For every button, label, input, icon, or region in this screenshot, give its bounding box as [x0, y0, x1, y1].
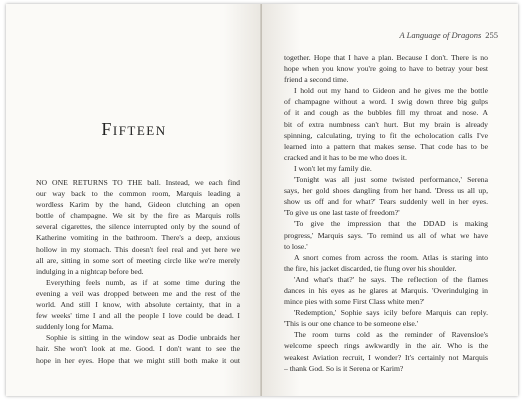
text-line: 'And what's that?' he says. The reflection of the flames: [294, 274, 488, 284]
left-page: [6, 4, 262, 396]
text-line: 'Tonight was all just some twisted performance,' Serena: [294, 175, 488, 185]
text-line: indulging in a nightcap before bed.: [36, 266, 144, 276]
running-head-title: A Language of Dragons: [399, 30, 482, 40]
text-line: welcome speech rings awkwardly in the air. Who is the: [284, 341, 488, 351]
text-line: several cigarettes, the silence interrupted only by the sound of: [36, 222, 240, 232]
text-line: The room turns cold as the reminder of Ravensloe's: [294, 330, 488, 340]
page-number: 255: [485, 30, 498, 40]
right-page: [262, 4, 518, 396]
text-line: world. And still I know, with absolute certainty, that in a: [36, 300, 240, 310]
text-line: learned into a pattern that makes sense. That code has to be: [284, 141, 488, 151]
text-line: hope in her eyes. Hope that we might still both make it out: [36, 355, 240, 365]
text-line: few weeks' time I and all the people I love could be dead. I: [36, 311, 240, 321]
text-line: A snort comes from across the room. Atlas is staring into: [294, 252, 488, 262]
text-line: evening a veil was dropped between me and the rest of the: [36, 288, 240, 298]
text-line: of it and cough as the bubbles fill my throat and nose. A: [284, 108, 488, 118]
text-line: our way back to the common room, Marquis leading a: [36, 189, 240, 199]
text-line: 'This is our one chance to be someone else.': [284, 319, 419, 329]
text-line: of champagne without a word. I swig down three big gulps: [284, 97, 488, 107]
text-line: suddenly long for Mama.: [36, 322, 114, 332]
text-line: hope when you know you're going to have to betray your best: [284, 64, 488, 74]
left-body-text: [36, 177, 240, 366]
text-line: progress,' Marquis says. 'To remind us all of what we have: [284, 230, 488, 240]
text-line: all are, sitting in some sort of meeting circle like we're merely: [36, 255, 240, 265]
text-line: cracked and it has to be me who does it.: [284, 152, 407, 162]
text-line: dances in his eyes as he glares at Marquis. 'Overindulging in: [284, 285, 488, 295]
text-line: bit of extra numbness can't hurt. But my brain is already: [284, 119, 488, 129]
text-line: Katherine vomiting in the bathroom. There's a deep, anxious: [36, 233, 240, 243]
text-line: I hold out my hand to Gideon and he gives me the bottle: [294, 86, 488, 96]
text-line: to lose.': [284, 241, 308, 251]
text-line: 'To give us one last taste of freedom?': [284, 208, 400, 218]
right-body-text: [284, 52, 488, 374]
text-line: hollow in my stomach. This doesn't feel real and yet here we: [36, 244, 240, 254]
text-line: I won't let my family die.: [294, 163, 372, 173]
text-line: wordless Karim by the hand, Gideon clutching an open: [36, 200, 240, 210]
text-line: 'Redemption,' Sophie says icily before Marquis can reply.: [294, 308, 488, 318]
text-line: mince pies with some First Class white men?': [284, 297, 425, 307]
text-line: weakest Aviation recruit, I wonder? It's certainly not Marquis: [284, 352, 488, 362]
text-line: together. Hope that I have a plan. Because I don't. There is no: [284, 53, 488, 62]
running-head: [399, 30, 498, 40]
text-line: NO ONE RETURNS TO THE ball. Instead, we each find: [36, 178, 240, 187]
text-line: says, her gold shoes dangling from her hand. 'Dress us all up,: [284, 186, 488, 196]
text-line: Sophie is sitting in the window seat as Dodie unbraids her: [46, 333, 240, 343]
chapter-title: Fifteen: [101, 119, 167, 139]
text-line: Everything feels numb, as if at some time during the: [46, 277, 240, 287]
text-line: friend a second time.: [284, 75, 349, 85]
text-line: the fire, his jacket discarded, tie flung over his shoulder.: [284, 263, 457, 273]
text-line: 'To give the impression that the DDAD is making: [294, 219, 488, 229]
book-spread: [6, 4, 518, 396]
text-line: show us off and for what?' Tears suddenly well in her eyes.: [284, 197, 488, 207]
text-line: bottle of champagne. We sit by the fire as Marquis rolls: [36, 211, 240, 221]
text-line: hair. She won't look at me. Good. I don't want to see the: [36, 344, 240, 354]
text-line: spinning, calculating, trying to fit the echolocation calls I've: [284, 130, 488, 140]
text-line: – thank God. So is it Serena or Karim?: [284, 363, 404, 373]
